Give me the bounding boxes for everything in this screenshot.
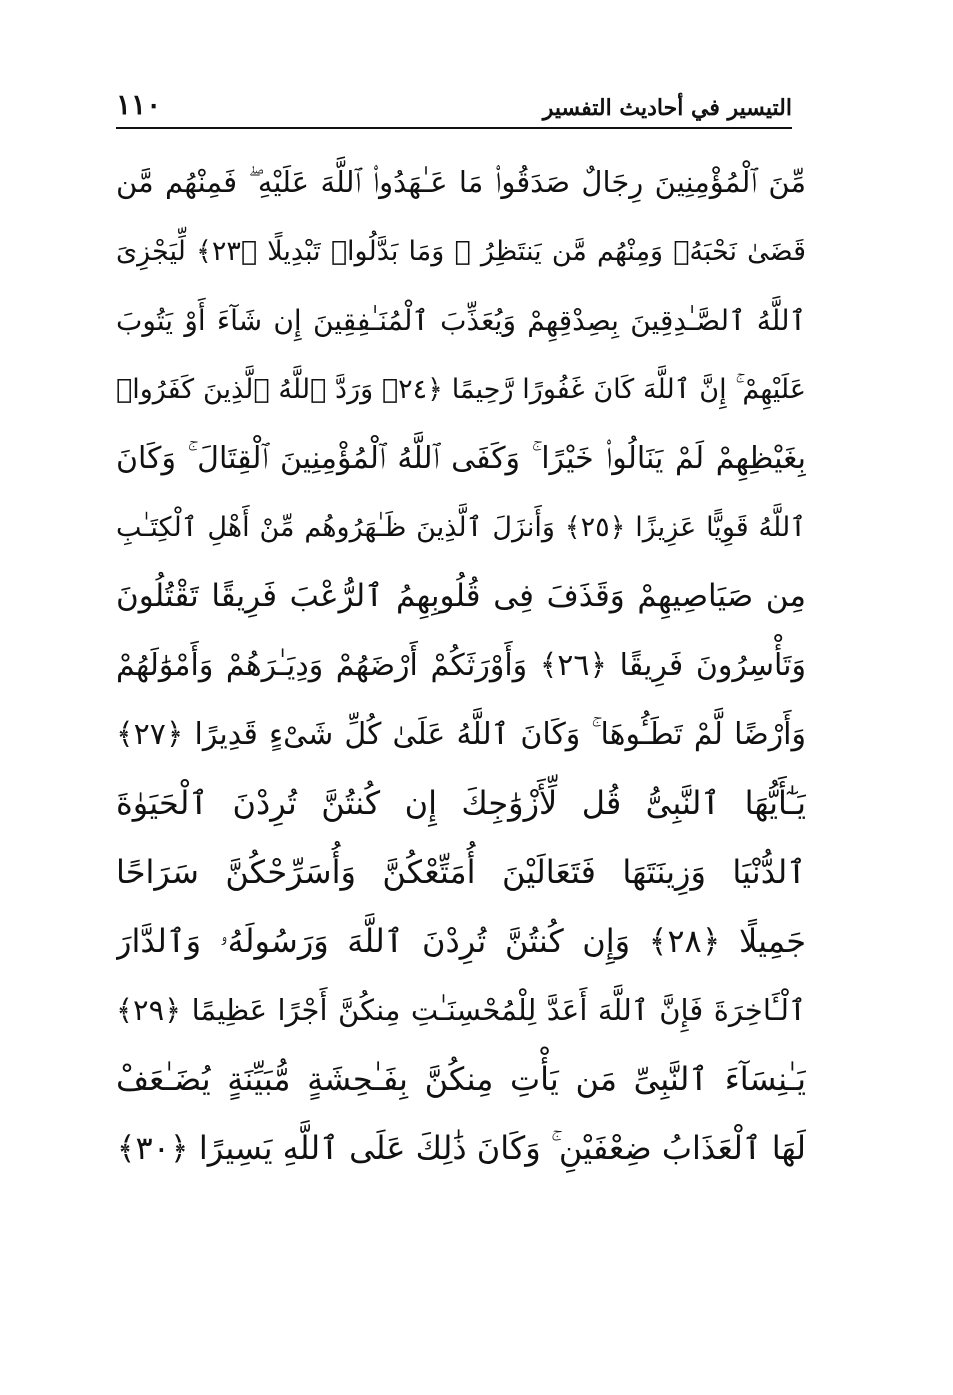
text-line: مِن صَيَاصِيهِمْ وَقَذَفَ فِى قُلُوبِهِمُ ٱلرُّعْبَ فَرِيقًا تَقْتُلُونَ	[116, 578, 806, 614]
page-number: ١١٠	[116, 88, 162, 121]
text-line: ٱلدُّنْيَا وَزِينَتَهَا فَتَعَالَيْنَ أُمَتِّعْكُنَّ وَأُسَرِّحْكُنَّ سَرَاحًا	[116, 853, 806, 891]
text-line: يَـٰنِسَآءَ ٱلنَّبِىِّ مَن يَأْتِ مِنكُنَّ بِفَـٰحِشَةٍ مُّبَيِّنَةٍ يُضَـٰعَفْ	[116, 1060, 806, 1098]
text-line: ٱللَّهُ قَوِيًّا عَزِيزًا ﴿٢٥﴾ وَأَنزَلَ ٱلَّذِينَ ظَـٰهَرُوهُم مِّنْ أَهْلِ ٱلْكِتَـٰبِ	[116, 512, 806, 543]
text-line: ٱلْـَٔاخِرَةَ فَإِنَّ ٱللَّهَ أَعَدَّ لِلْمُحْسِنَـٰتِ مِنكُنَّ أَجْرًا عَظِيمًا ﴿٢٩﴾	[116, 993, 806, 1027]
text-line: ٱللَّهُ ٱلصَّـٰدِقِينَ بِصِدْقِهِمْ وَيُعَذِّبَ ٱلْمُنَـٰفِقِينَ إِن شَآءَ أَوْ يَتُوبَ	[116, 304, 806, 337]
text-line: يَـٰٓأَيُّهَا ٱلنَّبِىُّ قُل لِّأَزْوَٰجِكَ إِن كُنتُنَّ تُرِدْنَ ٱلْحَيَوٰةَ	[116, 784, 806, 822]
book-title: التيسير في أحاديث التفسير	[542, 95, 792, 121]
text-line: بِغَيْظِهِمْ لَمْ يَنَالُوا۟ خَيْرًا ۚ وَكَفَى ٱللَّهُ ٱلْمُؤْمِنِينَ ٱلْقِتَالَ ۚ وَكَانَ	[116, 441, 806, 476]
text-line: وَأَرْضًا لَّمْ تَطَـُٔوهَا ۚ وَكَانَ ٱللَّهُ عَلَىٰ كُلِّ شَىْءٍ قَدِيرًا ﴿٢٧﴾	[116, 717, 806, 752]
text-line: مِّنَ ٱلْمُؤْمِنِينَ رِجَالٌ صَدَقُوا۟ مَا عَـٰهَدُوا۟ ٱللَّهَ عَلَيْهِ ۖ فَمِنْهُم مَّن	[116, 165, 806, 199]
text-line: عَلَيْهِمْ ۚ إِنَّ ٱللَّهَ كَانَ غَفُورًا رَّحِيمًا ﴿٢٤﴾ وَرَدَّ ٱللَّهُ ٱلَّذِينَ كَفَرُوا۟	[116, 374, 806, 405]
text-line: لَهَا ٱلْعَذَابُ ضِعْفَيْنِ ۚ وَكَانَ ذَٰلِكَ عَلَى ٱللَّهِ يَسِيرًا ﴿٣٠﴾	[116, 1129, 806, 1167]
text-line: جَمِيلًا ﴿٢٨﴾ وَإِن كُنتُنَّ تُرِدْنَ ٱللَّهَ وَرَسُولَهُۥ وَٱلدَّارَ	[116, 922, 806, 960]
text-line: قَضَىٰ نَحْبَهُۥ وَمِنْهُم مَّن يَنتَظِرُ ۖ وَمَا بَدَّلُوا۟ تَبْدِيلًا ﴿٢٣﴾ لِّيَجْزِىَ	[116, 236, 806, 267]
quran-text-block	[116, 148, 806, 1183]
header-divider	[116, 127, 792, 129]
page-header	[116, 78, 792, 130]
text-line: وَتَأْسِرُونَ فَرِيقًا ﴿٢٦﴾ وَأَوْرَثَكُمْ أَرْضَهُمْ وَدِيَـٰرَهُمْ وَأَمْوَٰلَهُمْ	[116, 648, 806, 683]
